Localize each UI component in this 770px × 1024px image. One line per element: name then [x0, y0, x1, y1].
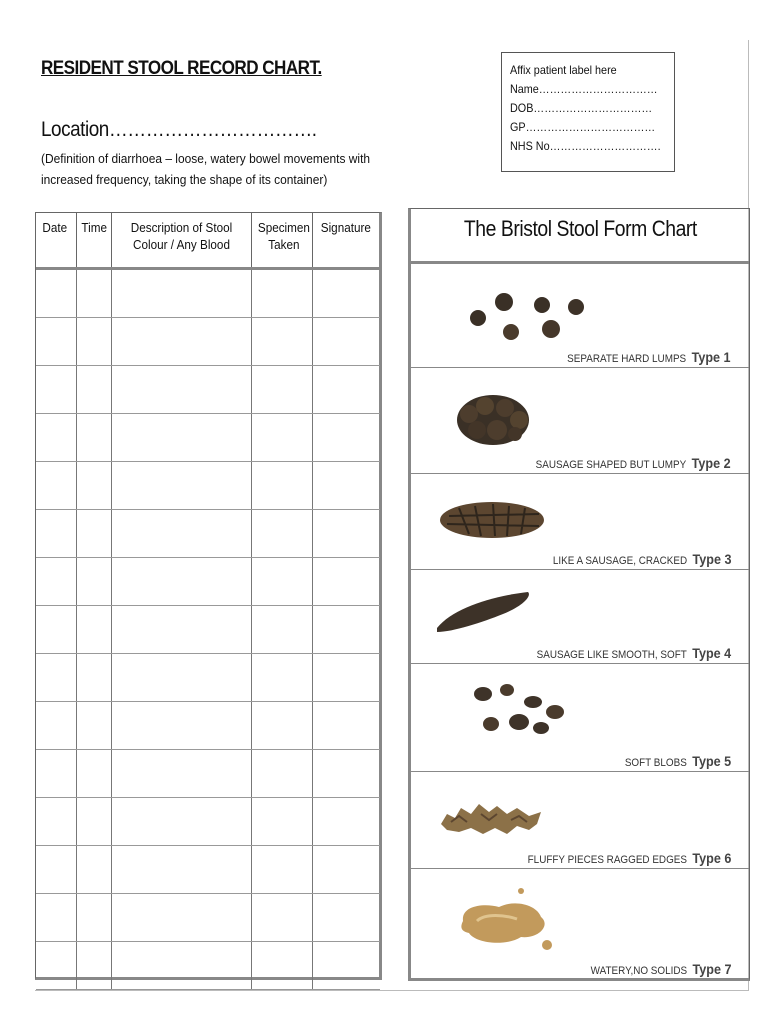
- table-row: [36, 942, 380, 990]
- date-cell[interactable]: [36, 846, 76, 894]
- signature-cell[interactable]: [312, 414, 380, 462]
- type-1-separate-lumps-image: [466, 289, 586, 349]
- stool-type-4-row: [411, 570, 749, 664]
- time-cell[interactable]: [76, 414, 111, 462]
- description-cell[interactable]: [111, 414, 251, 462]
- patient-label-box: [501, 52, 675, 172]
- description-cell[interactable]: [111, 702, 251, 750]
- column-header-description: Description of Stool Colour / Any Blood: [111, 213, 251, 269]
- table-row: [36, 414, 380, 462]
- signature-cell[interactable]: [312, 654, 380, 702]
- type-2-label: SAUSAGE SHAPED BUT LUMPY Type 2: [536, 455, 731, 471]
- specimen-cell[interactable]: [251, 414, 312, 462]
- type-5-label: SOFT BLOBS Type 5: [624, 753, 731, 769]
- diarrhoea-definition: (Definition of diarrhoea – loose, watery bowel movements with increased frequency, taking the shape of its container): [41, 151, 371, 187]
- time-cell[interactable]: [76, 846, 111, 894]
- stool-record-table: [35, 212, 382, 980]
- date-cell[interactable]: [36, 366, 76, 414]
- type-6-fluffy-pieces-image: [437, 794, 547, 839]
- type-7-label: WATERY,NO SOLIDS Type 7: [590, 961, 731, 977]
- time-cell[interactable]: [76, 894, 111, 942]
- column-header-date: Date: [36, 213, 76, 269]
- specimen-cell[interactable]: [251, 798, 312, 846]
- patient-name-field: Name……………………………: [510, 82, 658, 96]
- patient-dob-field: DOB……………………………: [510, 101, 653, 115]
- date-cell[interactable]: [36, 558, 76, 606]
- specimen-cell[interactable]: [251, 846, 312, 894]
- record-grid: [36, 213, 380, 990]
- table-row: [36, 606, 380, 654]
- date-cell[interactable]: [36, 750, 76, 798]
- signature-cell[interactable]: [312, 702, 380, 750]
- stool-type-3-row: [411, 474, 749, 570]
- patient-gp-field: GP………………………………: [510, 120, 656, 134]
- signature-cell[interactable]: [312, 798, 380, 846]
- date-cell[interactable]: [36, 510, 76, 558]
- table-row: [36, 269, 380, 318]
- date-cell[interactable]: [36, 606, 76, 654]
- signature-cell[interactable]: [312, 462, 380, 510]
- specimen-cell[interactable]: [251, 558, 312, 606]
- type-7-watery-image: [455, 885, 565, 960]
- specimen-cell[interactable]: [251, 702, 312, 750]
- signature-cell[interactable]: [312, 318, 380, 366]
- specimen-cell[interactable]: [251, 366, 312, 414]
- type-3-label: LIKE A SAUSAGE, CRACKED Type 3: [552, 551, 731, 567]
- signature-cell[interactable]: [312, 750, 380, 798]
- table-row: [36, 654, 380, 702]
- table-row: [36, 894, 380, 942]
- description-cell[interactable]: [111, 606, 251, 654]
- description-cell[interactable]: [111, 654, 251, 702]
- date-cell[interactable]: [36, 318, 76, 366]
- page-title: RESIDENT STOOL RECORD CHART.: [41, 58, 322, 79]
- date-cell[interactable]: [36, 942, 76, 990]
- description-cell[interactable]: [111, 510, 251, 558]
- table-row: [36, 366, 380, 414]
- signature-cell[interactable]: [312, 846, 380, 894]
- type-1-label: SEPARATE HARD LUMPS Type 1: [567, 349, 731, 365]
- description-cell[interactable]: [111, 750, 251, 798]
- signature-cell[interactable]: [312, 558, 380, 606]
- type-6-label: FLUFFY PIECES RAGGED EDGES Type 6: [527, 850, 731, 866]
- table-row: [36, 510, 380, 558]
- time-cell[interactable]: [76, 366, 111, 414]
- specimen-cell[interactable]: [251, 318, 312, 366]
- table-row: [36, 462, 380, 510]
- stool-type-7-row: [411, 869, 749, 979]
- time-cell[interactable]: [76, 798, 111, 846]
- time-cell[interactable]: [76, 510, 111, 558]
- time-cell[interactable]: [76, 318, 111, 366]
- date-cell[interactable]: [36, 462, 76, 510]
- time-cell[interactable]: [76, 606, 111, 654]
- signature-cell[interactable]: [312, 606, 380, 654]
- type-3-cracked-sausage-image: [439, 498, 549, 543]
- signature-cell[interactable]: [312, 366, 380, 414]
- type-2-lumpy-sausage-image: [455, 392, 535, 452]
- time-cell[interactable]: [76, 462, 111, 510]
- specimen-cell[interactable]: [251, 942, 312, 990]
- type-4-smooth-sausage-image: [433, 588, 533, 638]
- column-header-time: Time: [76, 213, 111, 269]
- description-cell[interactable]: [111, 558, 251, 606]
- column-header-signature: Signature: [312, 213, 380, 269]
- table-row: [36, 798, 380, 846]
- signature-cell[interactable]: [312, 894, 380, 942]
- time-cell[interactable]: [76, 942, 111, 990]
- date-cell[interactable]: [36, 269, 76, 318]
- stool-type-5-row: [411, 664, 749, 772]
- stool-type-6-row: [411, 772, 749, 869]
- stool-type-2-row: [411, 368, 749, 474]
- date-cell[interactable]: [36, 798, 76, 846]
- table-row: [36, 702, 380, 750]
- date-cell[interactable]: [36, 654, 76, 702]
- type-5-soft-blobs-image: [469, 682, 579, 742]
- table-row: [36, 318, 380, 366]
- record-body: [36, 269, 380, 990]
- table-row: [36, 846, 380, 894]
- description-cell[interactable]: [111, 462, 251, 510]
- description-cell[interactable]: [111, 366, 251, 414]
- bristol-chart-title: The Bristol Stool Form Chart: [411, 209, 749, 264]
- patient-nhs-field: NHS No………………………….: [510, 139, 661, 153]
- date-cell[interactable]: [36, 702, 76, 750]
- specimen-cell[interactable]: [251, 510, 312, 558]
- bristol-stool-chart: [408, 208, 750, 981]
- table-row: [36, 558, 380, 606]
- description-cell[interactable]: [111, 318, 251, 366]
- date-cell[interactable]: [36, 414, 76, 462]
- column-header-specimen: Specimen Taken: [251, 213, 312, 269]
- description-cell[interactable]: [111, 942, 251, 990]
- location-field: Location…………………………….: [41, 118, 317, 141]
- signature-cell[interactable]: [312, 269, 380, 318]
- type-4-label: SAUSAGE LIKE SMOOTH, SOFT Type 4: [536, 645, 731, 661]
- description-cell[interactable]: [111, 846, 251, 894]
- description-cell[interactable]: [111, 894, 251, 942]
- stool-type-1-row: [411, 264, 749, 368]
- time-cell[interactable]: [76, 558, 111, 606]
- specimen-cell[interactable]: [251, 462, 312, 510]
- time-cell[interactable]: [76, 702, 111, 750]
- specimen-cell[interactable]: [251, 654, 312, 702]
- date-cell[interactable]: [36, 894, 76, 942]
- description-cell[interactable]: [111, 798, 251, 846]
- signature-cell[interactable]: [312, 510, 380, 558]
- specimen-cell[interactable]: [251, 606, 312, 654]
- patient-label-heading: Affix patient label here: [510, 63, 617, 77]
- specimen-cell[interactable]: [251, 894, 312, 942]
- specimen-cell[interactable]: [251, 269, 312, 318]
- description-cell[interactable]: [111, 269, 251, 318]
- time-cell[interactable]: [76, 654, 111, 702]
- table-row: [36, 750, 380, 798]
- signature-cell[interactable]: [312, 942, 380, 990]
- specimen-cell[interactable]: [251, 750, 312, 798]
- time-cell[interactable]: [76, 269, 111, 318]
- time-cell[interactable]: [76, 750, 111, 798]
